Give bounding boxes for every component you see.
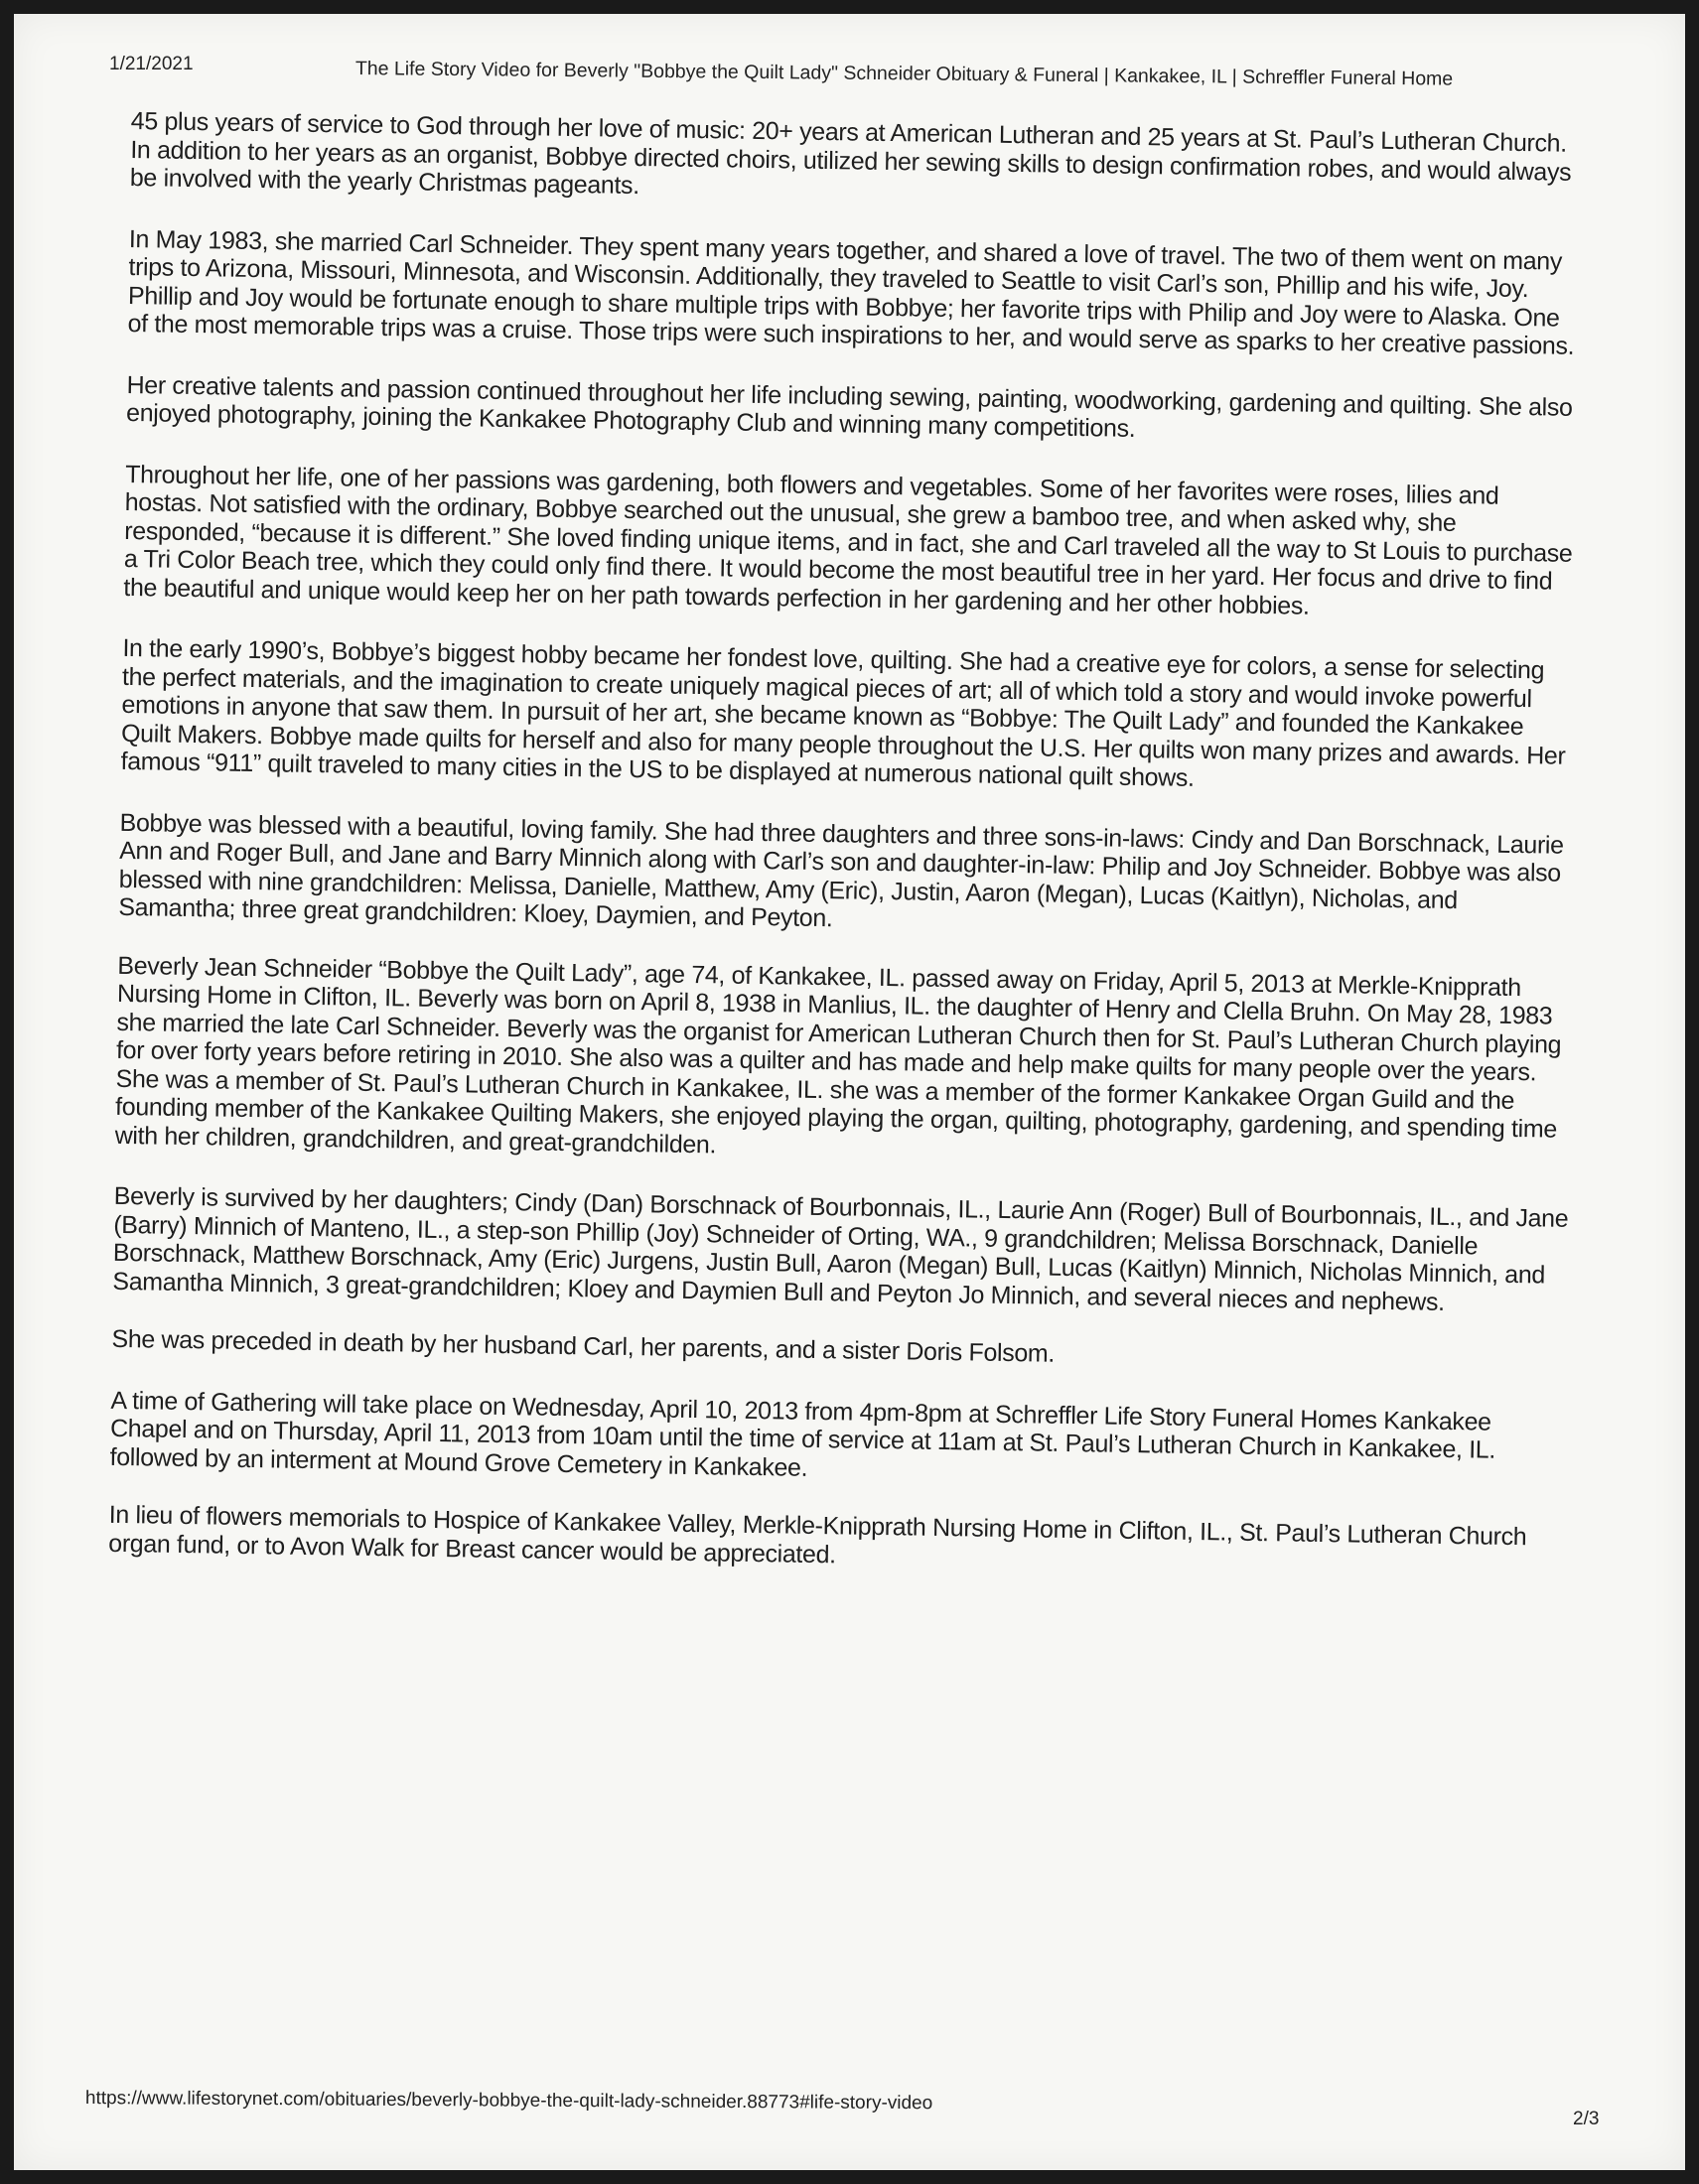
paragraph-gathering: A time of Gathering will take place on Wednesday, April 10, 2013 from 4pm-8pm at Schreffler Life Story Funeral Homes Kankakee Chapel and on Thursday, April 11, 2013 from 10am until the time of service at 11am at St. Paul’s Lutheran Church in Kankakee, IL. followed by an interment at Mound Grove Cemetery in Kankakee.	[109, 1386, 1496, 1482]
paragraph-marriage-travel: In May 1983, she married Carl Schneider. They spent many years together, and shared a love of travel. The two of them went on many trips to Arizona, Missouri, Minnesota, and Wisconsin. Additionally, they traveled to Seattle to visit Carl’s son, Phillip and his wife, Joy. Phillip and Joy would be fortunate enough to share multiple trips with Bobbye; her favorite trips with Philip and Joy were to Alaska. One of the most memorable trips was a cruise. Those trips were such inspirations to her, and would serve as sparks to her creative passions.	[127, 224, 1575, 360]
print-page-title: The Life Story Video for Beverly "Bobbye the Quilt Lady" Schneider Obituary & Funeral | Kankakee, IL | Schreffler Funeral Home	[354, 58, 1454, 90]
paragraph-obituary: Beverly Jean Schneider “Bobbye the Quilt Lady”, age 74, of Kankakee, IL. passed away on Friday, April 5, 2013 at Merkle-Knipprath Nursing Home in Clifton, IL. Beverly was born on April 8, 1938 in Manlius, IL. the daughter of Henry and Clella Bruhn. On May 28, 1983 she married the late Carl Schneider. Beverly was the organist for American Lutheran Church then for St. Paul’s Lutheran Church playing for over forty years before retiring in 2010. She also was a quilter and has made and help make quilts for many people over the years. She was a member of St. Paul’s Lutheran Church in Kankakee, IL. she was a member of the former Kankakee Organ Guild and the founding member of the Kankakee Quilting Makers, she enjoyed playing the organ, quilting, photography, gardening, and spending time with her children, grandchildren, and great-grandchilden.	[114, 951, 1562, 1159]
paragraph-music-service: 45 plus years of service to God through her love of music: 20+ years at American Lutheran and 25 years at St. Paul’s Lutheran Church. In addition to her years as an organist, Bobbye directed choirs, utilized her sewing skills to design confirmation robes, and would always be involved with the yearly Christmas pageants.	[129, 107, 1572, 201]
print-url: https://www.lifestorynet.com/obituaries/beverly-bobbye-the-quilt-lady-schneider.88773#life-story-video	[84, 2088, 933, 2115]
paragraph-family: Bobbye was blessed with a beautiful, loving family. She had three daughters and three sons-in-laws: Cindy and Dan Borschnack, Laurie Ann and Roger Bull, and Jane and Barry Minnich along with Carl’s son and daughter-in-law: Philip and Joy Schneider. Bobbye was also blessed with nine grandchildren: Melissa, Danielle, Matthew, Amy (Eric), Justin, Aaron (Megan), Lucas (Kaitlyn), Nicholas, and Samantha; three great grandchildren: Kloey, Daymien, and Peyton.	[118, 808, 1564, 933]
paragraph-creative-talents: Her creative talents and passion continued throughout her life including sewing, painting, woodworking, gardening and quilting. She also enjoyed photography, joining the Kankakee Photography Club and winning many competitions.	[125, 370, 1573, 443]
print-date: 1/21/2021	[109, 54, 194, 74]
paragraph-preceded: She was preceded in death by her husband Carl, her parents, and a sister Doris Folsom.	[111, 1324, 1056, 1368]
paragraph-memorials: In lieu of flowers memorials to Hospice of Kankakee Valley, Merkle-Knipprath Nursing Home in Clifton, IL., St. Paul’s Lutheran Church organ fund, or to Avon Walk for Breast cancer would be appreciated.	[108, 1500, 1527, 1569]
printed-page	[14, 14, 1685, 2170]
paragraph-gardening: Throughout her life, one of her passions was gardening, both flowers and vegetables. Some of her favorites were roses, lilies and hostas. Not satisfied with the ordinary, Bobbye searched out the unusual, she grew a bamboo tree, and when asked why, she responded, “because it is different.” She loved finding unique items, and in fact, she and Carl traveled all the way to St Louis to purchase a Tri Color Beach tree, which they could only find there. It would become the most beautiful tree in her yard. Her focus and drive to find the beautiful and unique would keep her on her path towards perfection in her gardening and her other hobbies.	[123, 460, 1573, 620]
obituary-body	[108, 107, 1589, 1613]
paragraph-quilting: In the early 1990’s, Bobbye’s biggest hobby became her fondest love, quilting. She had a creative eye for colors, a sense for selecting the perfect materials, and the imagination to create uniquely magical pieces of art; all of which told a story and would invoke powerful emotions in anyone that saw them. In pursuit of her art, she became known as “Bobbye: The Quilt Lady” and founded the Kankakee Quilt Makers. Bobbye made quilts for herself and also for many people throughout the U.S. Her quilts won many prizes and awards. Her famous “911” quilt traveled to many cities in the US to be displayed at numerous national quilt shows.	[120, 633, 1566, 792]
page-number: 2/3	[1573, 2109, 1600, 2129]
paragraph-survivors: Beverly is survived by her daughters; Cindy (Dan) Borschnack of Bourbonnais, IL., Laurie Ann (Roger) Bull of Bourbonnais, IL., and Jane (Barry) Minnich of Manteno, IL., a step-son Phillip (Joy) Schneider of Orting, WA., 9 grandchildren; Melissa Borschnack, Danielle Borschnack, Matthew Borschnack, Amy (Eric) Jurgens, Justin Bull, Aaron (Megan) Bull, Lucas (Kaitlyn) Minnich, Nicholas Minnich, and Samantha Minnich, 3 great-grandchildren; Kloey and Daymien Bull and Peyton Jo Minnich, and several nieces and nephews.	[112, 1181, 1569, 1316]
